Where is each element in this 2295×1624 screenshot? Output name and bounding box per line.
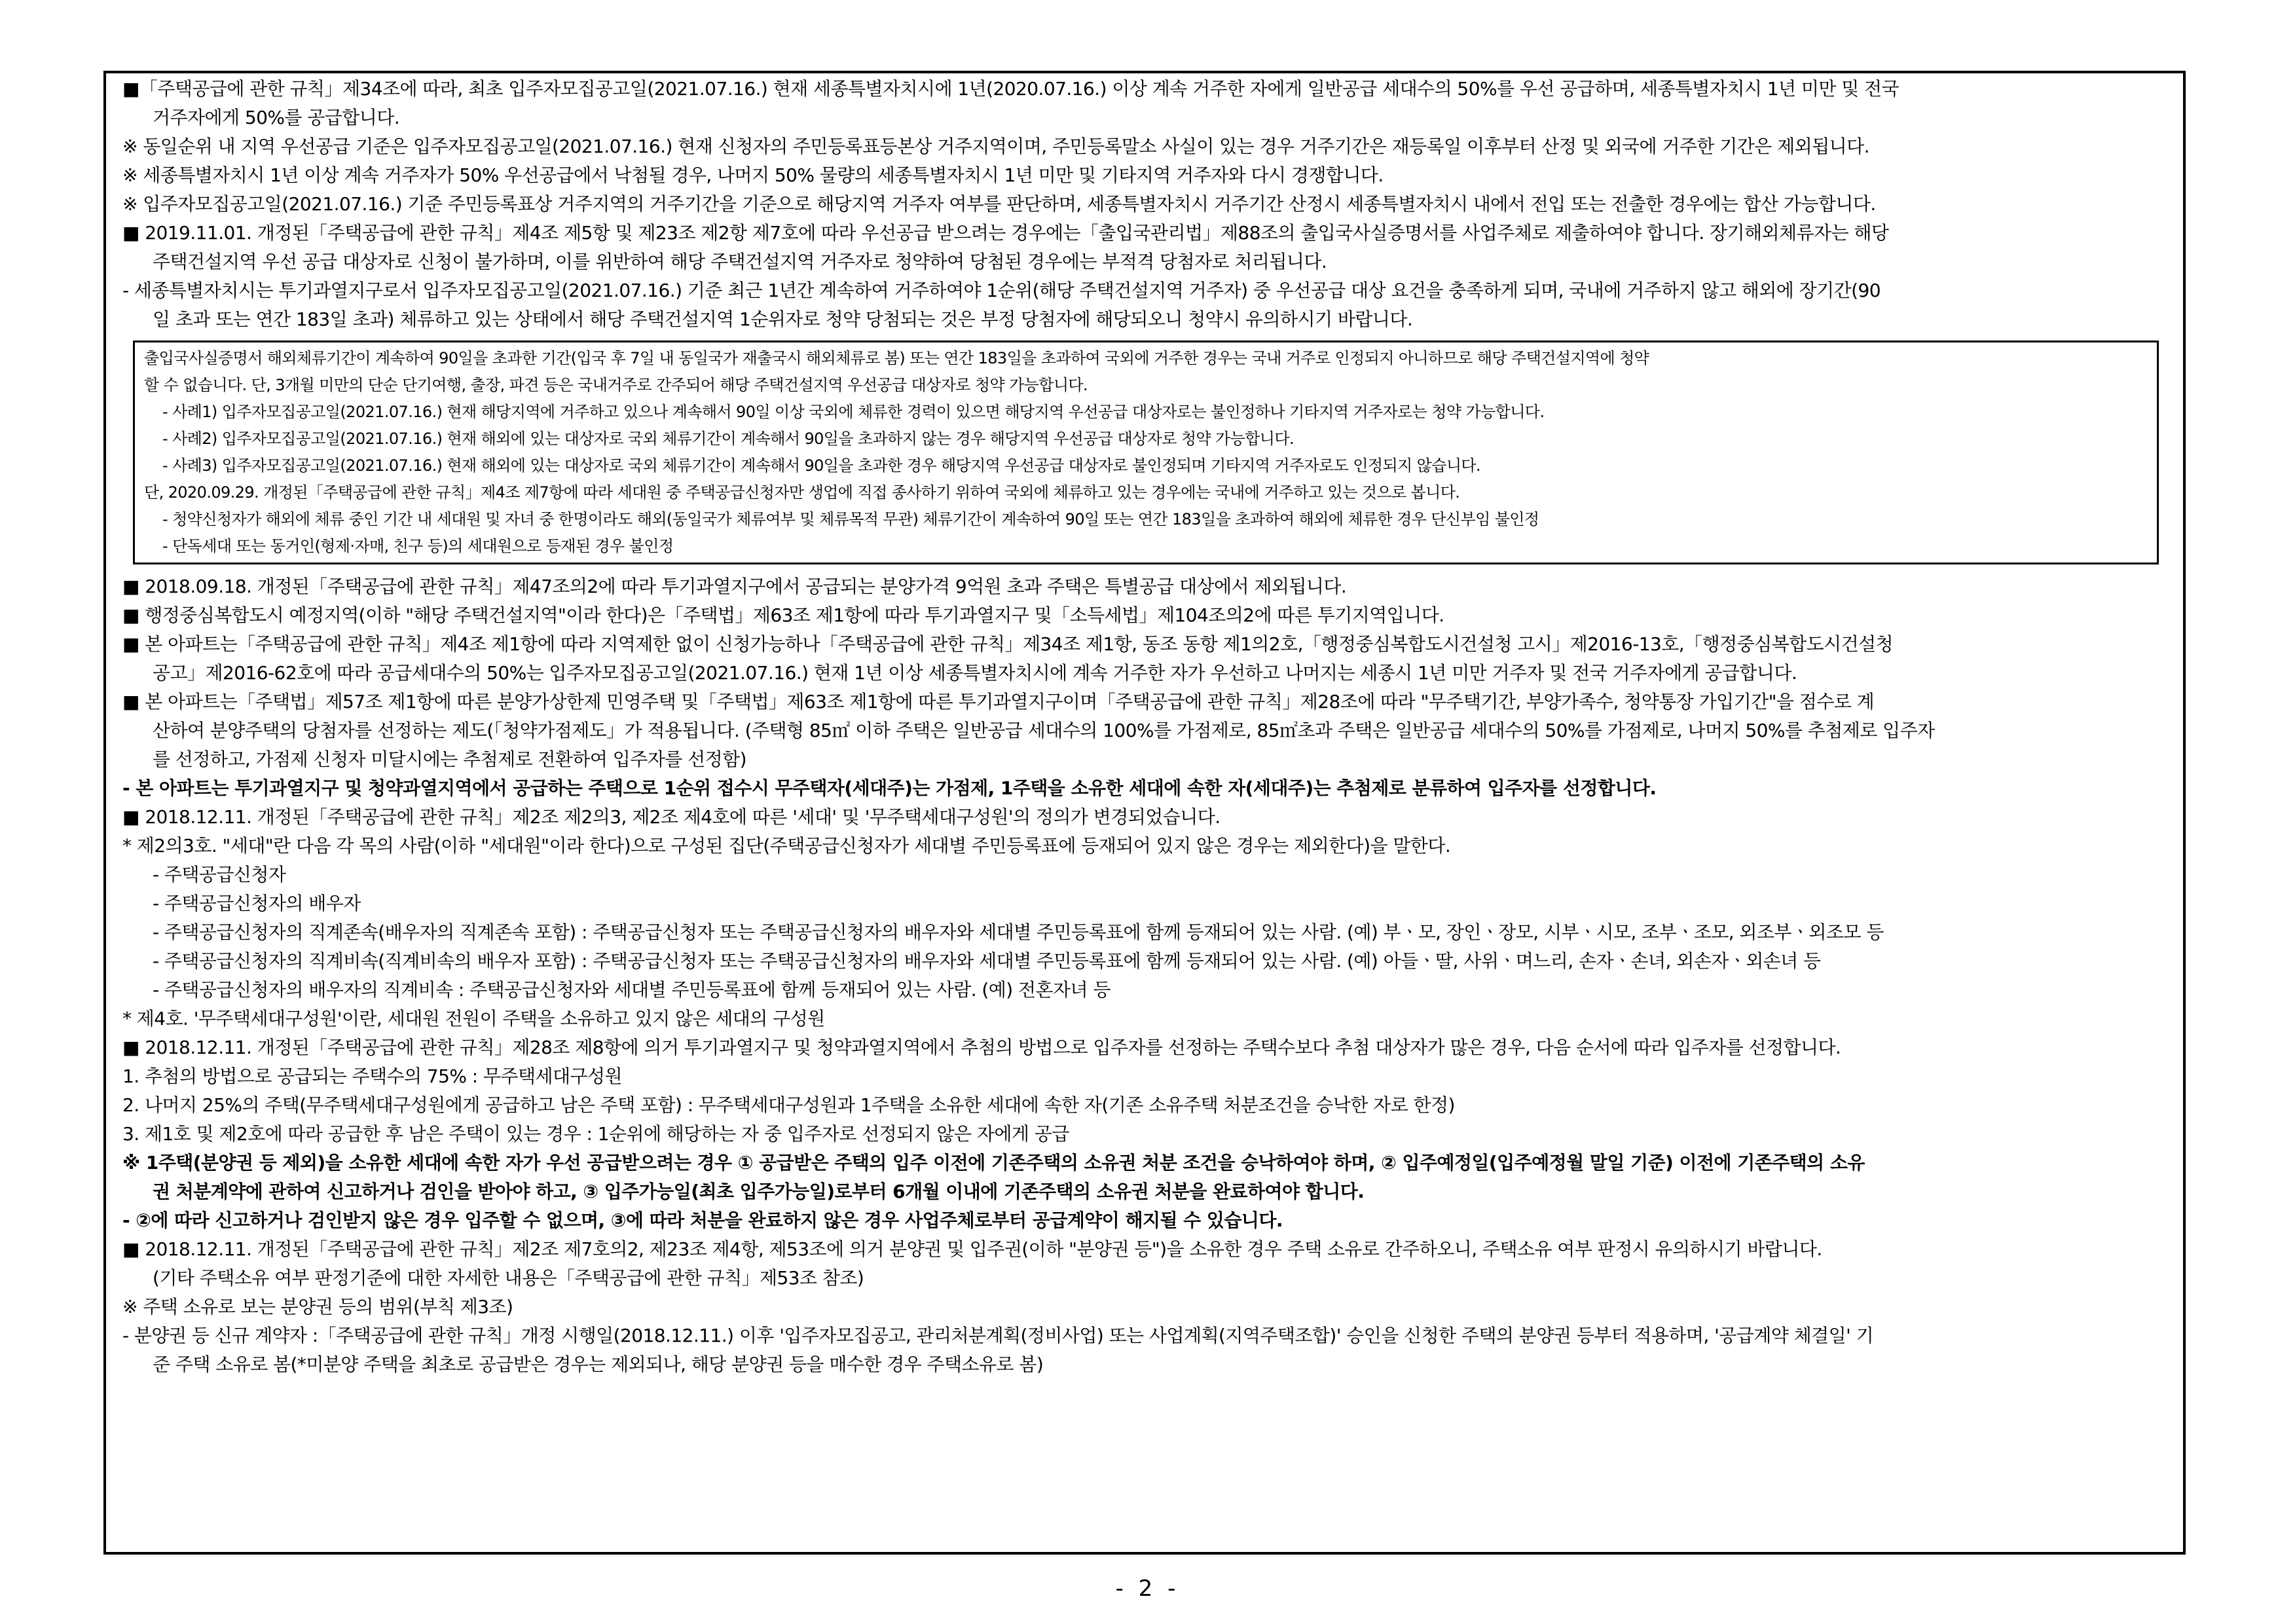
text-line: - 세종특별자치시는 투기과열지구로서 입주자모집공고일(2021.07.16.) 기준 최근 1년간 계속하여 거주하여야 1순위(해당 주택건설지역 거주자) 중 우선공급 대상 요건을 충족하게 되며, 국내에 거주하지 않고 해외에 장기간(90 bbox=[122, 280, 1881, 301]
text-line: 거주자에게 50%를 공급합니다. bbox=[153, 107, 400, 128]
text-line: - 분양권 등 신규 계약자 :「주택공급에 관한 규칙」개정 시행일(2018.12.11.) 이후 '입주자모집공고, 관리처분계획(정비사업) 또는 사업계획(지역주택조합)' 승인을 신청한 주택의 분양권 등부터 적용하며, '공급계약 체결일' 기 bbox=[122, 1325, 1874, 1346]
text-line: 출입국사실증명서 해외체류기간이 계속하여 90일을 초과한 기간(입국 후 7일 내 동일국가 재출국시 해외체류로 봄) 또는 연간 183일을 초과하여 국외에 거주한 경우는 국내 거주로 인정되지 아니하므로 해당 주택건설지역에 청약 bbox=[144, 349, 1649, 367]
text-line: - 청약신청자가 해외에 체류 중인 기간 내 세대원 및 자녀 중 한명이라도 해외(동일국가 체류여부 및 체류목적 무관) 체류기간이 계속하여 90일 또는 연간 183일을 초과하여 해외에 체류한 경우 단신부임 불인정 bbox=[162, 510, 1539, 528]
text-line: 공고」제2016-62호에 따라 공급세대수의 50%는 입주자모집공고일(2021.07.16.) 현재 1년 이상 세종특별자치시에 계속 거주한 자가 우선하고 나머지는 세종시 1년 미만 거주자 및 전국 거주자에게 공급합니다. bbox=[153, 662, 1797, 684]
document-body bbox=[122, 75, 2178, 1379]
text-line: 주택건설지역 우선 공급 대상자로 신청이 불가하며, 이를 위반하여 해당 주택건설지역 거주자로 청약하여 당첨된 경우에는 부적격 당첨자로 처리됩니다. bbox=[153, 251, 1327, 272]
text-line: * 제4호. '무주택세대구성원'이란, 세대원 전원이 주택을 소유하고 있지 않은 세대의 구성원 bbox=[122, 1008, 825, 1029]
text-line: 할 수 없습니다. 단, 3개월 미만의 단순 단기여행, 출장, 파견 등은 국내거주로 간주되어 해당 주택건설지역 우선공급 대상자로 청약 가능합니다. bbox=[144, 376, 1088, 394]
text-line: - 주택공급신청자의 배우자 bbox=[153, 893, 361, 914]
text-line: - 사례2) 입주자모집공고일(2021.07.16.) 현재 해외에 있는 대상자로 국외 체류기간이 계속해서 90일을 초과하지 않는 경우 해당지역 우선공급 대상자로 청약 가능합니다. bbox=[162, 430, 1294, 448]
text-line: - ②에 따라 신고하거나 검인받지 않은 경우 입주할 수 없으며, ③에 따라 처분을 완료하지 않은 경우 사업주체로부터 공급계약이 해지될 수 있습니다. bbox=[122, 1209, 1283, 1231]
text-line: - 사례3) 입주자모집공고일(2021.07.16.) 현재 해외에 있는 대상자로 국외 체류기간이 계속해서 90일을 초과한 경우 해당지역 우선공급 대상자로 불인정되며 기타지역 거주자로도 인정되지 않습니다. bbox=[162, 456, 1481, 475]
text-line: * 제2의3호. "세대"란 다음 각 목의 사람(이하 "세대원"이라 한다)으로 구성된 집단(주택공급신청자가 세대별 주민등록표에 등재되어 있지 않은 경우는 제외한다)을 말한다. bbox=[122, 835, 1451, 857]
text-line: ■ 2018.12.11. 개정된「주택공급에 관한 규칙」제28조 제8항에 의거 투기과열지구 및 청약과열지역에서 추첨의 방법으로 입주자를 선정하는 주택수보다 추첨 대상자가 많은 경우, 다음 순서에 따라 입주자를 선정합니다. bbox=[122, 1037, 1841, 1058]
text-line: 3. 제1호 및 제2호에 따라 공급한 후 남은 주택이 있는 경우 : 1순위에 해당하는 자 중 입주자로 선정되지 않은 자에게 공급 bbox=[122, 1123, 1069, 1145]
text-line: ■ 2019.11.01. 개정된「주택공급에 관한 규칙」제4조 제5항 및 제23조 제2항 제7호에 따라 우선공급 받으려는 경우에는「출입국관리법」제88조의 출입국사실증명서를 사업주체로 제출하여야 합니다. 장기해외체류자는 해당 bbox=[122, 222, 1889, 244]
text-line: ■ 행정중심복합도시 예정지역(이하 "해당 주택건설지역"이라 한다)은「주택법」제63조 제1항에 따라 투기과열지구 및「소득세법」제104조의2에 따른 투기지역입니다. bbox=[122, 604, 1444, 626]
text-line: ※ 입주자모집공고일(2021.07.16.) 기준 주민등록표상 거주지역의 거주기간을 기준으로 해당지역 거주자 여부를 판단하며, 세종특별자치시 거주기간 산정시 세종특별자치시 내에서 전입 또는 전출한 경우에는 합산 가능합니다. bbox=[122, 193, 1876, 215]
text-line: 1. 추첨의 방법으로 공급되는 주택수의 75% : 무주택세대구성원 bbox=[122, 1065, 622, 1087]
text-line: ■ 본 아파트는「주택법」제57조 제1항에 따른 분양가상한제 민영주택 및「주택법」제63조 제1항에 따른 투기과열지구이며「주택공급에 관한 규칙」제28조에 따라 "무주택기간, 부양가족수, 청약통장 가입기간"을 점수로 계 bbox=[122, 691, 1875, 712]
text-line: - 단독세대 또는 동거인(형제·자매, 친구 등)의 세대원으로 등재된 경우 불인정 bbox=[162, 537, 674, 555]
text-line: ※ 1주택(분양권 등 제외)을 소유한 세대에 속한 자가 우선 공급받으려는 경우 ① 공급받은 주택의 입주 이전에 기존주택의 소유권 처분 조건을 승낙하여야 하며, ② 입주예정일(입주예정월 말일 기준) 이전에 기존주택의 소유 bbox=[122, 1152, 1865, 1173]
text-line: - 주택공급신청자의 직계비속(직계비속의 배우자 포함) : 주택공급신청자 또는 주택공급신청자의 배우자와 세대별 주민등록표에 함께 등재되어 있는 사람. (예) 아들ㆍ딸, 사위ㆍ며느리, 손자ㆍ손녀, 외손자ㆍ외손녀 등 bbox=[153, 950, 1821, 972]
text-line: - 주택공급신청자의 배우자의 직계비속 : 주택공급신청자와 세대별 주민등록표에 함께 등재되어 있는 사람. (예) 전혼자녀 등 bbox=[153, 979, 1111, 1001]
text-line: ■ 2018.12.11. 개정된「주택공급에 관한 규칙」제2조 제2의3, 제2조 제4호에 따른 '세대' 및 '무주택세대구성원'의 정의가 변경되었습니다. bbox=[122, 806, 1221, 828]
text-line: ※ 세종특별자치시 1년 이상 계속 거주자가 50% 우선공급에서 낙첨될 경우, 나머지 50% 물량의 세종특별자치시 1년 미만 및 기타지역 거주자와 다시 경쟁합니다. bbox=[122, 164, 1384, 186]
text-line: - 사례1) 입주자모집공고일(2021.07.16.) 현재 해당지역에 거주하고 있으나 계속해서 90일 이상 국외에 체류한 경력이 있으면 해당지역 우선공급 대상자로는 불인정하나 기타지역 거주자로는 청약 가능합니다. bbox=[162, 403, 1545, 421]
text-line: ※ 주택 소유로 보는 분양권 등의 범위(부칙 제3조) bbox=[122, 1296, 513, 1318]
text-line: - 주택공급신청자 bbox=[153, 864, 286, 885]
top-section bbox=[122, 75, 2178, 334]
box-content bbox=[144, 345, 2157, 560]
text-line: 를 선정하고, 가점제 신청자 미달시에는 추첨제로 전환하여 입주자를 선정함) bbox=[153, 748, 746, 770]
text-line: ■「주택공급에 관한 규칙」제34조에 따라, 최초 입주자모집공고일(2021.07.16.) 현재 세종특별자치시에 1년(2020.07.16.) 이상 계속 거주한 자에게 일반공급 세대수의 50%를 우선 공급하며, 세종특별자치시 1년 미만 및 전국 bbox=[122, 78, 1900, 100]
text-line: ※ 동일순위 내 지역 우선공급 기준은 입주자모집공고일(2021.07.16.) 현재 신청자의 주민등록표등본상 거주지역이며, 주민등록말소 사실이 있는 경우 거주기간은 재등록일 이후부터 산정 및 외국에 거주한 기간은 제외됩니다. bbox=[122, 136, 1869, 157]
text-line: (기타 주택소유 여부 판정기준에 대한 자세한 내용은「주택공급에 관한 규칙」제53조 참조) bbox=[153, 1267, 864, 1289]
text-line: 준 주택 소유로 봄(*미분양 주택을 최초로 공급받은 경우는 제외되나, 해당 분양권 등을 매수한 경우 주택소유로 봄) bbox=[153, 1354, 1044, 1375]
text-line: ■ 2018.12.11. 개정된「주택공급에 관한 규칙」제2조 제7호의2, 제23조 제4항, 제53조에 의거 분양권 및 입주권(이하 "분양권 등")을 소유한 경우 주택 소유로 간주하오니, 주택소유 여부 판정시 유의하시기 바랍니다. bbox=[122, 1238, 1822, 1260]
text-line: ■ 본 아파트는「주택공급에 관한 규칙」제4조 제1항에 따라 지역제한 없이 신청가능하나「주택공급에 관한 규칙」제34조 제1항, 동조 동항 제1의2호,「행정중심복합도시건설청 고시」제2016-13호,「행정중심복합도시건설청 bbox=[122, 633, 1894, 655]
text-line: - 주택공급신청자의 직계존속(배우자의 직계존속 포함) : 주택공급신청자 또는 주택공급신청자의 배우자와 세대별 주민등록표에 함께 등재되어 있는 사람. (예) 부ㆍ모, 장인ㆍ장모, 시부ㆍ시모, 조부ㆍ조모, 외조부ㆍ외조모 등 bbox=[153, 921, 1884, 943]
text-line: 일 초과 또는 연간 183일 초과) 체류하고 있는 상태에서 해당 주택건설지역 1순위자로 청약 당첨되는 것은 부정 당첨자에 해당되오니 청약시 유의하시기 바랍니다. bbox=[153, 308, 1413, 330]
text-line: 산하여 분양주택의 당첨자를 선정하는 제도(「청약가점제도」가 적용됩니다. (주택형 85㎡ 이하 주택은 일반공급 세대수의 100%를 가점제로, 85㎡초과 주택은 일반공급 세대수의 50%를 가점제로, 나머지 50%를 추첨제로 입주자 bbox=[153, 720, 1935, 741]
residence-info-box bbox=[133, 341, 2159, 564]
text-line: 2. 나머지 25%의 주택(무주택세대구성원에게 공급하고 남은 주택 포함) : 무주택세대구성원과 1주택을 소유한 세대에 속한 자(기존 소유주택 처분조건을 승낙한 자로 한정) bbox=[122, 1094, 1455, 1116]
text-line: 단, 2020.09.29. 개정된「주택공급에 관한 규칙」제4조 제7항에 따라 세대원 중 주택공급신청자만 생업에 직접 종사하기 위하여 국외에 체류하고 있는 경우에는 국내에 거주하고 있는 것으로 봅니다. bbox=[144, 483, 1460, 502]
text-line: ■ 2018.09.18. 개정된「주택공급에 관한 규칙」제47조의2에 따라 투기과열지구에서 공급되는 분양가격 9억원 초과 주택은 특별공급 대상에서 제외됩니다. bbox=[122, 576, 1347, 597]
text-line: 권 처분계약에 관하여 신고하거나 검인을 받아야 하고, ③ 입주가능일(최초 입주가능일)로부터 6개월 이내에 기존주택의 소유권 처분을 완료하여야 합니다. bbox=[153, 1181, 1365, 1202]
text-line: - 본 아파트는 투기과열지구 및 청약과열지역에서 공급하는 주택으로 1순위 접수시 무주택자(세대주)는 가점제, 1주택을 소유한 세대에 속한 자(세대주)는 추첨제로 분류하여 입주자를 선정합니다. bbox=[122, 777, 1657, 799]
bottom-section bbox=[122, 572, 2178, 1379]
page-number: - 2 - bbox=[1115, 1576, 1180, 1602]
